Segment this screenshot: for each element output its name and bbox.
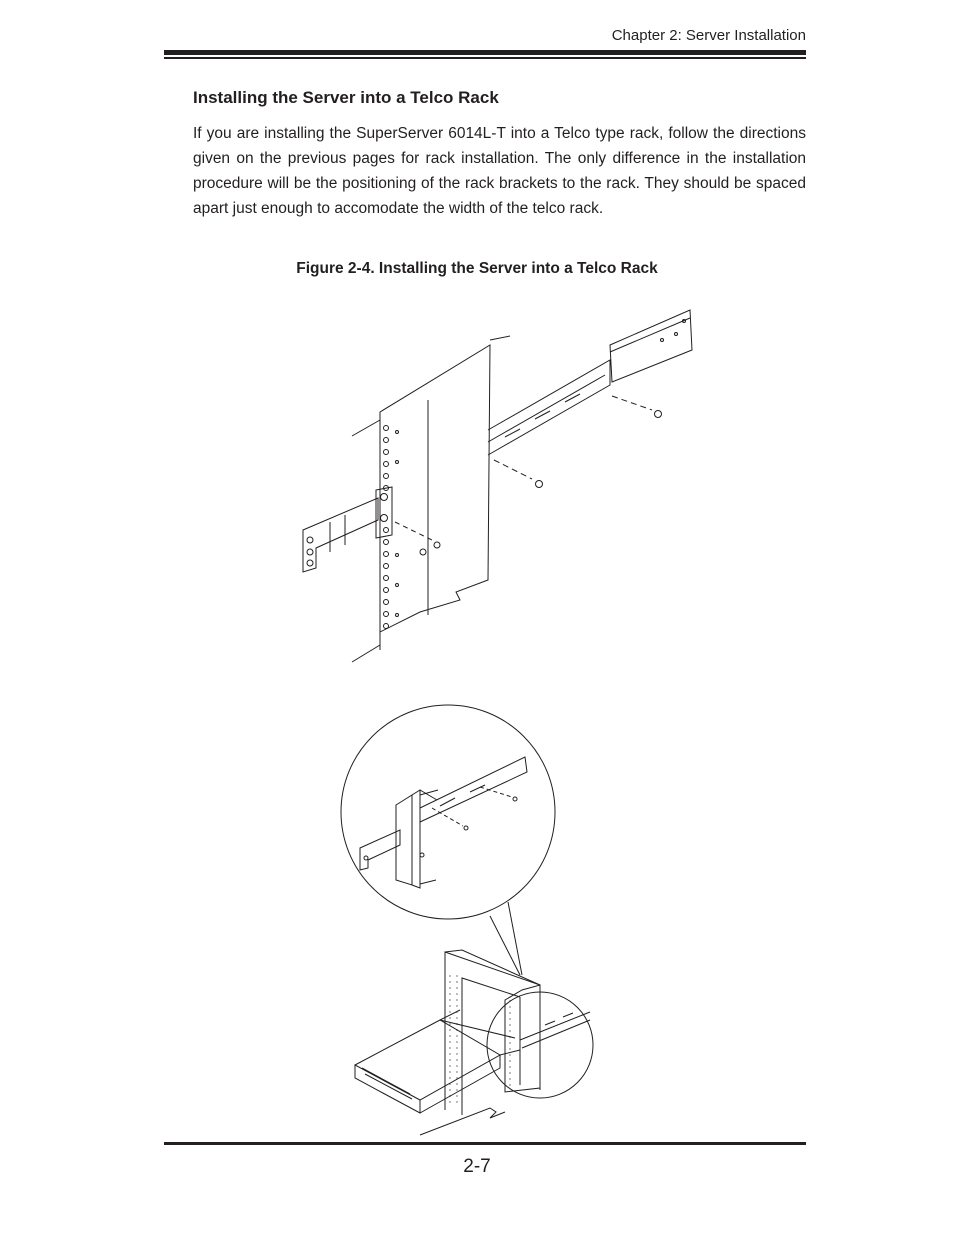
rack-holes (384, 426, 399, 629)
magnified-detail-circle (341, 705, 555, 975)
figure-caption: Figure 2-4. Installing the Server into a Telco Rack (296, 260, 658, 277)
chapter-header: Chapter 2: Server Installation (611, 27, 806, 44)
body-paragraph: If you are installing the SuperServer 6014L-T into a Telco type rack, follow the directions given on the previous pages for rack installation. The only difference in the installation procedure will be the positioning of the rack brackets to the rack. They should be spaced apart just enough to accomodate the width of the telco rack. (193, 125, 806, 217)
footer-rule (164, 1142, 806, 1145)
page-number: 2-7 (463, 1156, 491, 1177)
rack-bracket-illustration (303, 310, 692, 662)
telco-rack-with-server (355, 950, 593, 1135)
section-title: Installing the Server into a Telco Rack (193, 88, 499, 107)
